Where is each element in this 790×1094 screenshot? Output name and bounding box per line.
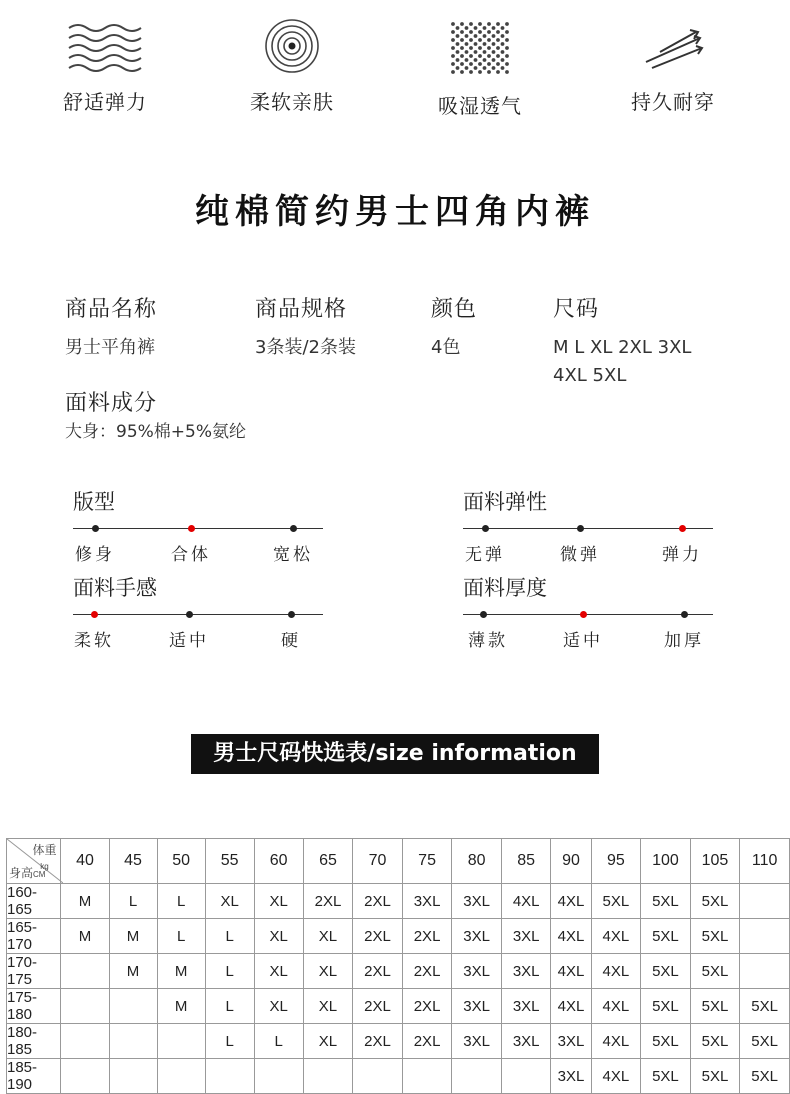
size-cell: 4XL (591, 1059, 641, 1094)
size-cell (740, 919, 790, 954)
feature-durable (593, 18, 753, 115)
size-cell: 2XL (402, 989, 452, 1024)
concentric-circle-icon (260, 18, 324, 74)
size-cell: 4XL (591, 1024, 641, 1059)
size-cell: 5XL (740, 989, 790, 1024)
size-cell: M (61, 919, 109, 954)
corner-height-label (9, 864, 45, 881)
size-cell: 3XL (452, 919, 502, 954)
size-cell: 4XL (501, 884, 551, 919)
size-cell: M (109, 954, 157, 989)
size-cell: 5XL (690, 919, 740, 954)
size-cell: 5XL (641, 1059, 691, 1094)
spec-name-value: 男士平角裤 (65, 337, 155, 358)
size-cell: L (205, 919, 254, 954)
spec-color-value: 4色 (431, 337, 461, 358)
scale-title: 面料手感 (73, 576, 157, 600)
size-cell: 2XL (303, 884, 353, 919)
table-row (7, 1059, 790, 1094)
size-cell: 5XL (690, 884, 740, 919)
size-cell: 5XL (641, 954, 691, 989)
size-cell: 3XL (452, 1024, 502, 1059)
feature-label: 柔软亲肤 (250, 90, 334, 114)
scale-dot (577, 525, 584, 532)
size-cell: 2XL (353, 919, 403, 954)
dot-grid-icon (445, 18, 515, 78)
spec-size-value-2: 4XL 5XL (553, 365, 627, 386)
size-cell: 3XL (501, 919, 551, 954)
size-cell: 3XL (452, 884, 502, 919)
feature-label: 舒适弹力 (63, 90, 147, 114)
size-info-banner: 男士尺码快选表/size information (191, 734, 599, 774)
size-cell: 2XL (353, 954, 403, 989)
size-cell: XL (254, 954, 303, 989)
weight-header-cell: 110 (740, 839, 790, 884)
size-cell: XL (205, 884, 254, 919)
size-cell (61, 954, 109, 989)
arrows-icon (638, 18, 708, 74)
size-cell (61, 989, 109, 1024)
scale-label: 柔软 (74, 631, 114, 651)
weight-header-cell: 85 (501, 839, 551, 884)
scale-dot (91, 611, 98, 618)
size-cell: 3XL (501, 989, 551, 1024)
table-row (7, 989, 790, 1024)
feature-label: 吸湿透气 (438, 94, 522, 118)
size-cell: L (205, 989, 254, 1024)
size-cell: XL (303, 989, 353, 1024)
weight-header-cell: 55 (205, 839, 254, 884)
size-cell: 5XL (641, 989, 691, 1024)
size-cell: 5XL (740, 1024, 790, 1059)
spec-size-value-1: M L XL 2XL 3XL (553, 337, 692, 358)
scale-title: 面料厚度 (463, 576, 547, 600)
size-cell: L (157, 919, 205, 954)
size-cell: M (157, 989, 205, 1024)
scale-label: 修身 (75, 545, 115, 565)
scale-dot (679, 525, 686, 532)
size-cell: XL (254, 919, 303, 954)
size-cell: 4XL (591, 989, 641, 1024)
size-cell: 4XL (591, 954, 641, 989)
scale-label: 微弹 (560, 545, 600, 565)
size-cell: XL (303, 954, 353, 989)
size-cell: L (205, 1024, 254, 1059)
size-cell: 3XL (452, 989, 502, 1024)
size-cell: L (205, 954, 254, 989)
height-header-cell: 185-190 (7, 1059, 61, 1094)
size-cell: 3XL (501, 954, 551, 989)
size-cell: 5XL (641, 884, 691, 919)
size-cell: 3XL (501, 1024, 551, 1059)
height-header-cell: 165-170 (7, 919, 61, 954)
scale-label: 合体 (171, 545, 211, 565)
scale-label: 宽松 (273, 545, 313, 565)
size-cell (61, 1024, 109, 1059)
page-title: 纯棉简约男士四角内裤 (195, 192, 595, 232)
scale-elastic (463, 486, 713, 564)
scale-dot (482, 525, 489, 532)
size-cell: 4XL (551, 989, 591, 1024)
table-row (7, 884, 790, 919)
size-cell: 4XL (591, 919, 641, 954)
size-cell (109, 1024, 157, 1059)
spec-color-heading: 颜色 (431, 297, 478, 322)
scale-dot (290, 525, 297, 532)
scale-title: 版型 (73, 490, 115, 514)
weight-header-cell: 80 (452, 839, 502, 884)
scale-line (73, 608, 323, 622)
scale-dot (188, 525, 195, 532)
weight-header-cell: 50 (157, 839, 205, 884)
weight-header-cell: 95 (591, 839, 641, 884)
size-cell: XL (303, 1024, 353, 1059)
size-cell: 3XL (551, 1059, 591, 1094)
size-cell: 5XL (740, 1059, 790, 1094)
weight-header-cell: 75 (402, 839, 452, 884)
scale-label: 硬 (281, 631, 301, 651)
size-cell: 3XL (402, 884, 452, 919)
spec-size-heading: 尺码 (553, 297, 600, 322)
weight-header-cell: 70 (353, 839, 403, 884)
scale-line (73, 522, 323, 536)
size-cell: M (109, 919, 157, 954)
scale-label: 加厚 (664, 631, 704, 651)
size-cell: 4XL (551, 884, 591, 919)
size-cell: 5XL (591, 884, 641, 919)
size-cell (61, 1059, 109, 1094)
corner-height-text: 身高 (9, 866, 34, 880)
scale-dot (288, 611, 295, 618)
size-cell: L (109, 884, 157, 919)
scale-line (463, 522, 713, 536)
table-corner-cell (7, 839, 61, 884)
scale-thickness (463, 572, 713, 650)
table-row (7, 1024, 790, 1059)
corner-weight-text: 体重 (32, 843, 57, 857)
table-header-row (7, 839, 790, 884)
height-header-cell: 170-175 (7, 954, 61, 989)
feature-label: 持久耐穿 (631, 90, 715, 114)
size-cell: 2XL (353, 884, 403, 919)
size-cell (452, 1059, 502, 1094)
spec-fabric-value: 大身：95%棉+5%氨纶 (65, 422, 246, 442)
size-cell: XL (303, 919, 353, 954)
size-cell: M (157, 954, 205, 989)
size-cell (157, 1059, 205, 1094)
size-cell (254, 1059, 303, 1094)
weight-header-cell: 60 (254, 839, 303, 884)
size-table (6, 838, 790, 1094)
weight-header-cell: 40 (61, 839, 109, 884)
size-cell: 2XL (353, 989, 403, 1024)
size-cell: XL (254, 989, 303, 1024)
height-header-cell: 175-180 (7, 989, 61, 1024)
scale-label: 薄款 (468, 631, 508, 651)
scale-dot (580, 611, 587, 618)
scale-label: 适中 (169, 631, 209, 651)
weight-header-cell: 100 (641, 839, 691, 884)
height-header-cell: 160-165 (7, 884, 61, 919)
feature-soft (212, 18, 372, 115)
size-cell (109, 989, 157, 1024)
size-cell: 2XL (402, 954, 452, 989)
size-cell: 5XL (690, 1059, 740, 1094)
wave-lines-icon (65, 18, 145, 74)
spec-fabric-heading: 面料成分 (65, 391, 158, 416)
size-cell: 5XL (690, 1024, 740, 1059)
size-cell: 4XL (551, 919, 591, 954)
scale-dot (681, 611, 688, 618)
scale-dot (186, 611, 193, 618)
size-cell: 5XL (641, 1024, 691, 1059)
size-cell: 2XL (402, 919, 452, 954)
size-cell: 5XL (690, 989, 740, 1024)
weight-header-cell: 65 (303, 839, 353, 884)
size-cell (501, 1059, 551, 1094)
scale-label: 适中 (563, 631, 603, 651)
size-cell: XL (254, 884, 303, 919)
scale-label: 弹力 (662, 545, 702, 565)
spec-name-heading: 商品名称 (65, 297, 158, 322)
size-cell (740, 884, 790, 919)
spec-spec-value: 3条装/2条装 (255, 337, 356, 358)
size-cell (303, 1059, 353, 1094)
scale-title: 面料弹性 (463, 490, 547, 514)
table-row (7, 954, 790, 989)
scale-dot (92, 525, 99, 532)
size-cell: 2XL (353, 1024, 403, 1059)
size-cell: 3XL (551, 1024, 591, 1059)
weight-header-cell: 45 (109, 839, 157, 884)
table-row (7, 919, 790, 954)
size-cell (109, 1059, 157, 1094)
size-cell: M (61, 884, 109, 919)
scale-line (463, 608, 713, 622)
scale-dot (480, 611, 487, 618)
weight-header-cell: 105 (690, 839, 740, 884)
size-cell: 5XL (641, 919, 691, 954)
height-header-cell: 180-185 (7, 1024, 61, 1059)
size-cell: 3XL (452, 954, 502, 989)
spec-spec-heading: 商品规格 (255, 297, 348, 322)
size-cell (740, 954, 790, 989)
scale-fit (73, 486, 323, 564)
feature-breathable (400, 18, 560, 119)
size-cell (353, 1059, 403, 1094)
corner-weight-unit: kg (40, 862, 49, 871)
size-cell (402, 1059, 452, 1094)
size-cell: L (254, 1024, 303, 1059)
size-cell: 2XL (402, 1024, 452, 1059)
size-cell (205, 1059, 254, 1094)
scale-label: 无弹 (465, 545, 505, 565)
size-cell (157, 1024, 205, 1059)
size-cell: L (157, 884, 205, 919)
scale-feel (73, 572, 323, 650)
corner-height-unit: CM (33, 870, 46, 879)
weight-header-cell: 90 (551, 839, 591, 884)
size-cell: 5XL (690, 954, 740, 989)
feature-elastic (25, 18, 185, 115)
size-cell: 4XL (551, 954, 591, 989)
